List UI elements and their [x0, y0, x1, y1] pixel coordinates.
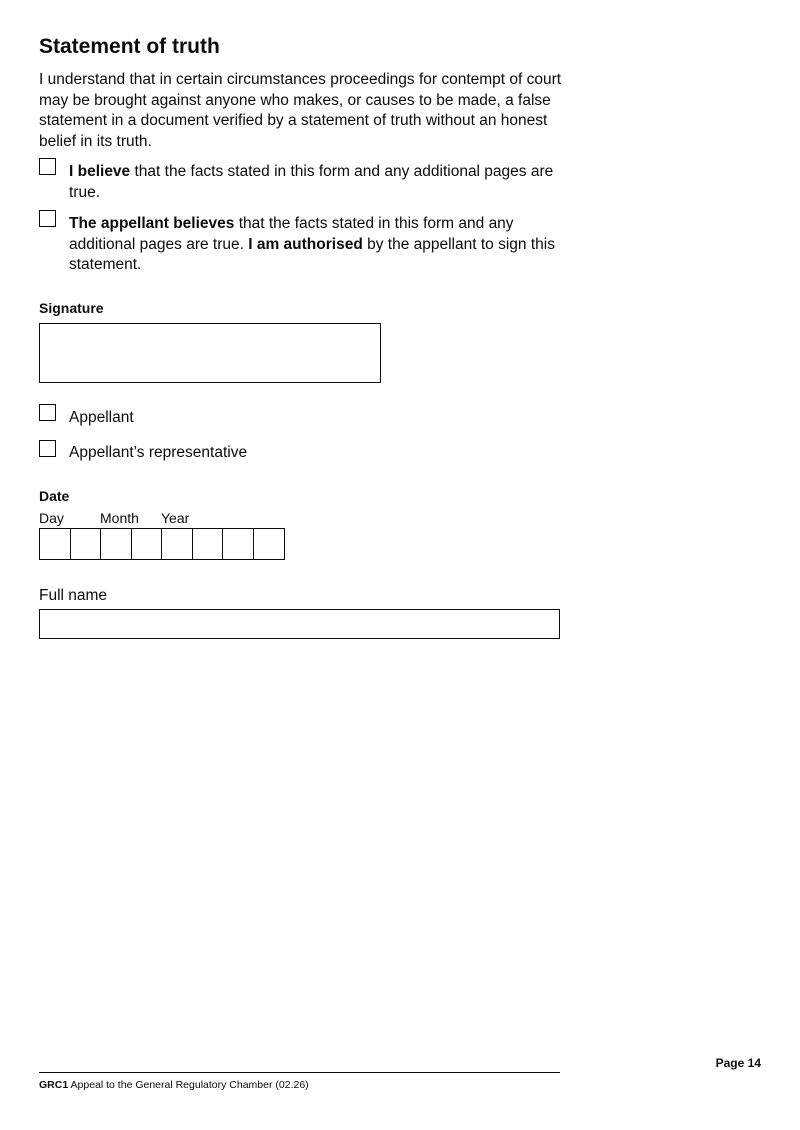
date-day-label: Day	[39, 510, 64, 526]
date-year-digit-3[interactable]	[223, 529, 254, 559]
appellant-label: Appellant	[69, 409, 134, 426]
appellant-belief-checkbox[interactable]	[39, 210, 56, 227]
own-belief-text: I believe that the facts stated in this form and any additional pages are true.	[69, 163, 554, 201]
date-label: Date	[39, 488, 70, 504]
date-input-boxes	[39, 528, 285, 560]
date-year-label: Year	[161, 510, 190, 526]
full-name-field[interactable]	[39, 609, 560, 639]
date-year-digit-1[interactable]	[162, 529, 193, 559]
appellant-belief-text: The appellant believes that the facts stated in this form and any additional pages are true. I am authorised by the appellant to sign this statement.	[69, 215, 555, 273]
date-year-digit-4[interactable]	[254, 529, 285, 559]
date-day-digit-1[interactable]	[40, 529, 71, 559]
representative-label: Appellant’s representative	[69, 444, 248, 461]
representative-checkbox[interactable]	[39, 440, 56, 457]
date-year-digit-2[interactable]	[193, 529, 224, 559]
appellant-checkbox[interactable]	[39, 404, 56, 421]
footer-form-reference: GRC1 Appeal to the General Regulatory Chamber (02.26)	[39, 1079, 309, 1091]
section-heading: Statement of truth	[39, 35, 220, 58]
own-belief-checkbox[interactable]	[39, 158, 56, 175]
date-month-digit-1[interactable]	[101, 529, 132, 559]
signature-label: Signature	[39, 300, 104, 316]
statement-appellant-belief	[39, 210, 559, 276]
intro-paragraph: I understand that in certain circumstances proceedings for contempt of court may be brought against anyone who makes, or causes to be made, a false statement in a document verified by a statement of truth without an honest belief in its truth.	[39, 71, 562, 150]
page-number: Page 14	[715, 1056, 761, 1070]
date-month-label: Month	[100, 510, 139, 526]
date-month-digit-2[interactable]	[132, 529, 163, 559]
full-name-label: Full name	[39, 587, 108, 604]
statement-own-belief	[39, 158, 559, 203]
date-day-digit-2[interactable]	[71, 529, 102, 559]
footer-divider	[39, 1072, 560, 1073]
signature-box[interactable]	[39, 323, 381, 383]
